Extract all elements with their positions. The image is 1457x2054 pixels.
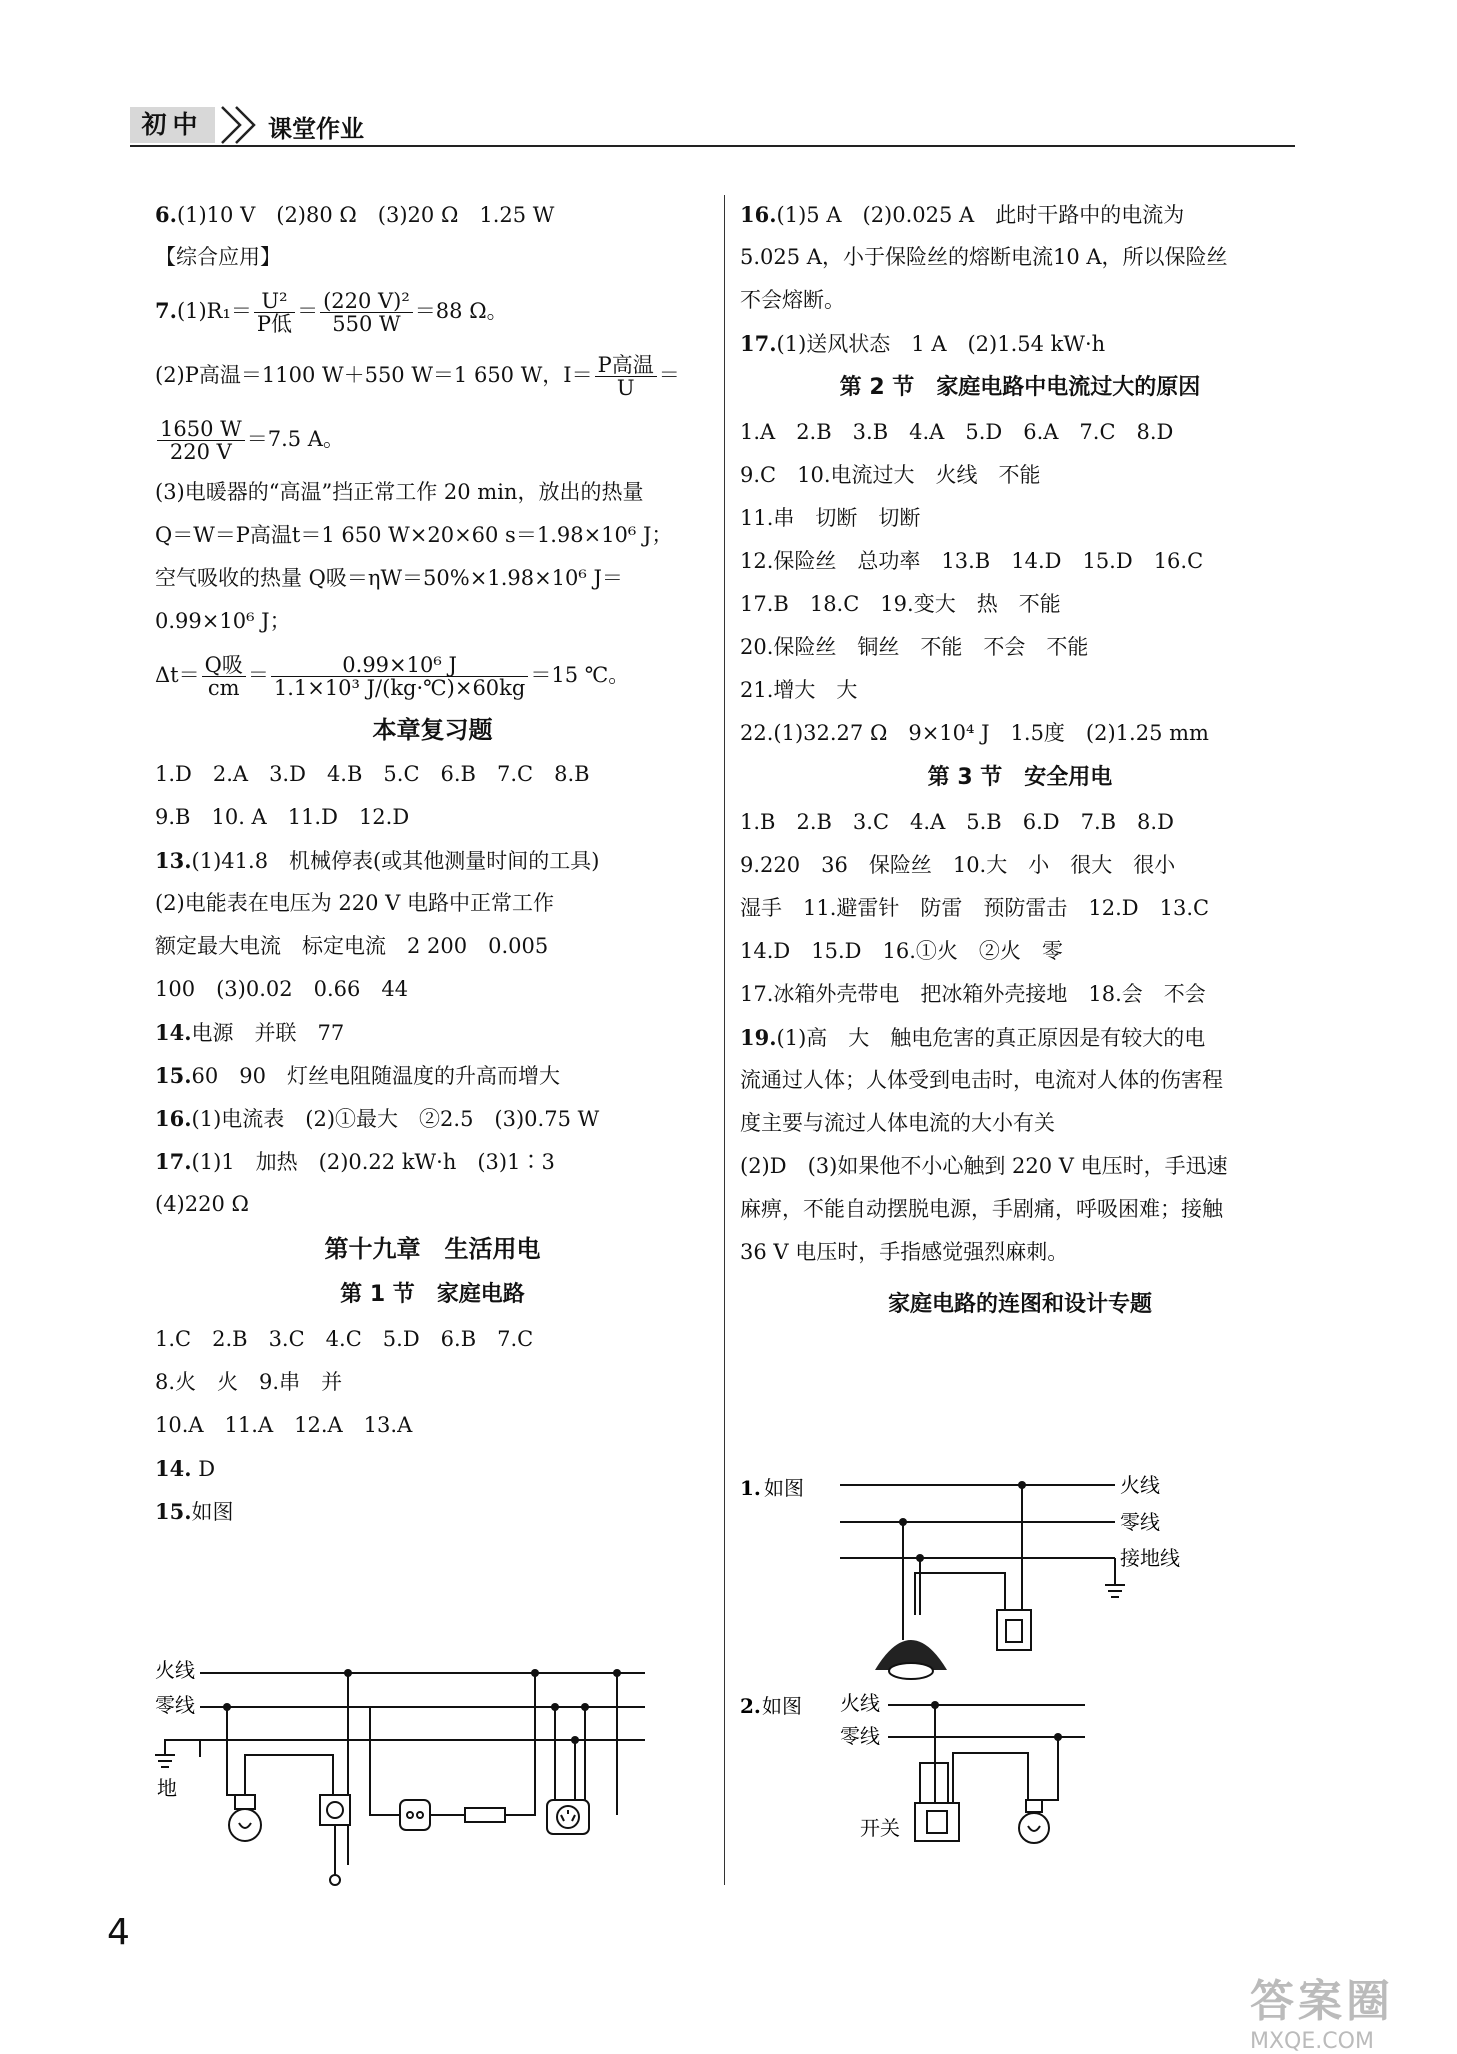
figure-number: 2.: [740, 1694, 761, 1718]
answer-line: (2)D (3)如果他不小心触到 220 V 电压时，手迅速: [740, 1154, 1228, 1178]
section-label: 【综合应用】: [155, 245, 281, 269]
switch-icon: [997, 1610, 1031, 1650]
chapter-heading: 第十九章 生活用电: [324, 1235, 541, 1263]
answer-line: 度主要与流过人体电流的大小有关: [740, 1111, 1055, 1135]
answer-line: 20.保险丝 铜丝 不能 不会 不能: [740, 635, 1089, 659]
circuit-diagram-1: [740, 1465, 1220, 1685]
answer-line: Q＝W＝P高温t＝1 650 W×20×60 s＝1.98×10⁶ J；: [155, 523, 673, 547]
three-pin-socket-icon: [547, 1800, 589, 1834]
column-divider: [724, 195, 725, 1885]
header-title: 课堂作业: [268, 115, 364, 143]
answer-line: (2)电能表在电压为 220 V 电路中正常工作: [155, 891, 555, 915]
header-rule: [130, 145, 1295, 147]
answer-line: 1.D 2.A 3.D 4.B 5.C 6.B 7.C 8.B: [155, 762, 590, 786]
watermark: 答案圈 MXQE.COM: [1250, 1976, 1394, 2054]
answer-line: 17.冰箱外壳带电 把冰箱外壳接地 18.会 不会: [740, 982, 1206, 1006]
answer-line: 麻痹，不能自动摆脱电源，手剧痛，呼吸困难；接触: [740, 1197, 1223, 1221]
pendant-lamp-icon: [875, 1640, 947, 1679]
header-tag: 初中: [130, 107, 215, 143]
answer-line: 14. D: [155, 1456, 216, 1481]
answer-line: 9.220 36 保险丝 10.大 小 很大 很小: [740, 853, 1176, 877]
answer-line: 22.(1)32.27 Ω 9×10⁴ J 1.5度 (2)1.25 mm: [740, 721, 1209, 745]
answer-line: 额定最大电流 标定电流 2 200 0.005: [155, 934, 549, 958]
circuit-diagram-2: [740, 1685, 1120, 1865]
figure-label: 如图: [762, 1694, 802, 1718]
answer-line: 1.C 2.B 3.C 4.C 5.D 6.B 7.C: [155, 1327, 534, 1351]
answer-line: 0.99×10⁶ J；: [155, 609, 291, 633]
ground-wire-label: 接地线: [1120, 1546, 1180, 1570]
switch-icon: [320, 1795, 350, 1885]
figure-number: 1.: [740, 1476, 761, 1500]
page-number: 4: [107, 1912, 130, 1953]
answer-line: 19.(1)高 大 触电危害的真正原因是有较大的电: [740, 1025, 1206, 1050]
formula-line: $\frac{1650 W}{220 V}$ ＝7.5 A。: [155, 407, 710, 471]
section-heading: 家庭电路的连图和设计专题: [887, 1292, 1152, 1317]
answer-line: 14.D 15.D 16.①火 ②火 零: [740, 939, 1063, 963]
answer-line: 13.(1)41.8 机械停表(或其他测量时间的工具): [155, 848, 600, 873]
ground-label: 地: [157, 1776, 177, 1800]
answer-line: 11.串 切断 切断: [740, 506, 921, 530]
answer-line: (4)220 Ω: [155, 1192, 249, 1216]
answer-line: 100 (3)0.02 0.66 44: [155, 977, 409, 1001]
answer-line: 17.(1)送风状态 1 A (2)1.54 kW·h: [740, 331, 1106, 356]
answer-line: 16.(1)电流表 (2)①最大 ②2.5 (3)0.75 W: [155, 1106, 600, 1131]
answer-line: 1.A 2.B 3.B 4.A 5.D 6.A 7.C 8.D: [740, 420, 1174, 444]
socket-icon: [400, 1800, 430, 1830]
answer-line: 空气吸收的热量 Q吸＝ηW＝50%×1.98×10⁶ J＝: [155, 566, 623, 590]
answer-line: 14.电源 并联 77: [155, 1020, 345, 1045]
page-header: [130, 105, 1295, 145]
left-column: [155, 193, 710, 1533]
section-heading: 第 3 节 安全用电: [927, 765, 1113, 790]
ground-symbol: [155, 1740, 200, 1767]
double-chevron-icon: [218, 105, 268, 145]
answer-line: 8.火 火 9.串 并: [155, 1370, 343, 1394]
answer-line: 湿手 11.避雷针 防雷 预防雷击 12.D 13.C: [740, 896, 1210, 920]
zero-wire-label: 零线: [840, 1724, 880, 1748]
switch-label: 开关: [860, 1816, 900, 1840]
answer-line: 17.B 18.C 19.变大 热 不能: [740, 592, 1061, 616]
answer-line: 1.B 2.B 3.C 4.A 5.B 6.D 7.B 8.D: [740, 810, 1174, 834]
answer-line: 10.A 11.A 12.A 13.A: [155, 1413, 413, 1437]
formula-line: 7.(1)R₁＝ $\frac{\text{U²}}{\text{P低}}$ ＝ $\frac{\text{(220 V)²}}{550 W}$ ＝88 Ω。: [155, 289, 508, 336]
switch-icon: [915, 1803, 959, 1841]
formula-line: (2)P高温＝1100 W＋550 W＝1 650 W，I＝ $\frac{\text{P高温}}{U}$ ＝: [155, 353, 680, 400]
zero-wire-label: 零线: [1120, 1510, 1160, 1534]
answer-line: 6.(1)10 V (2)80 Ω (3)20 Ω 1.25 W: [155, 202, 555, 227]
answer-line: 15.如图: [155, 1499, 234, 1524]
fire-wire-label: 火线: [840, 1691, 880, 1715]
answer-line: 17.(1)1 加热 (2)0.22 kW·h (3)1∶3: [155, 1149, 555, 1174]
figure-label: 如图: [764, 1476, 804, 1500]
section-heading: 第 1 节 家庭电路: [340, 1282, 525, 1307]
right-column: [740, 193, 1300, 1328]
answer-line: 16.(1)5 A (2)0.025 A 此时干路中的电流为: [740, 202, 1185, 227]
answer-line: 12.保险丝 总功率 13.B 14.D 15.D 16.C: [740, 549, 1204, 573]
answer-line: 36 V 电压时，手指感觉强烈麻刺。: [740, 1240, 1069, 1264]
fire-wire-label: 火线: [1120, 1473, 1160, 1497]
answer-line: 15.60 90 灯丝电阻随温度的升高而增大: [155, 1063, 560, 1088]
bulb-icon: [1019, 1800, 1049, 1843]
answer-line: 5.025 A，小于保险丝的熔断电流10 A，所以保险丝: [740, 245, 1228, 269]
section-heading: 本章复习题: [372, 716, 493, 744]
answer-line: 9.C 10.电流过大 火线 不能: [740, 463, 1041, 487]
answer-line: (3)电暖器的“高温”挡正常工作 20 min，放出的热量: [155, 480, 644, 504]
answer-line: 不会熔断。: [740, 288, 845, 312]
answer-line: 9.B 10. A 11.D 12.D: [155, 805, 410, 829]
zero-wire-label: 零线: [155, 1693, 195, 1717]
fire-wire-label: 火线: [155, 1658, 195, 1682]
fuse-icon: [465, 1808, 527, 1822]
circuit-diagram-15: [155, 1655, 665, 1895]
section-heading: 第 2 节 家庭电路中电流过大的原因: [839, 375, 1201, 400]
answer-line: 流通过人体；人体受到电击时，电流对人体的伤害程: [740, 1068, 1223, 1092]
formula-line: Δt＝ $\frac{\text{Q吸}}{cm}$ ＝ $\frac{\text{0.99×10⁶ J}}{\text{1.1×10³ J/(kg·℃)×60kg}}$ ＝15 ℃。: [155, 653, 630, 700]
answer-line: 21.增大 大: [740, 678, 858, 702]
bulb-icon: [229, 1795, 261, 1841]
